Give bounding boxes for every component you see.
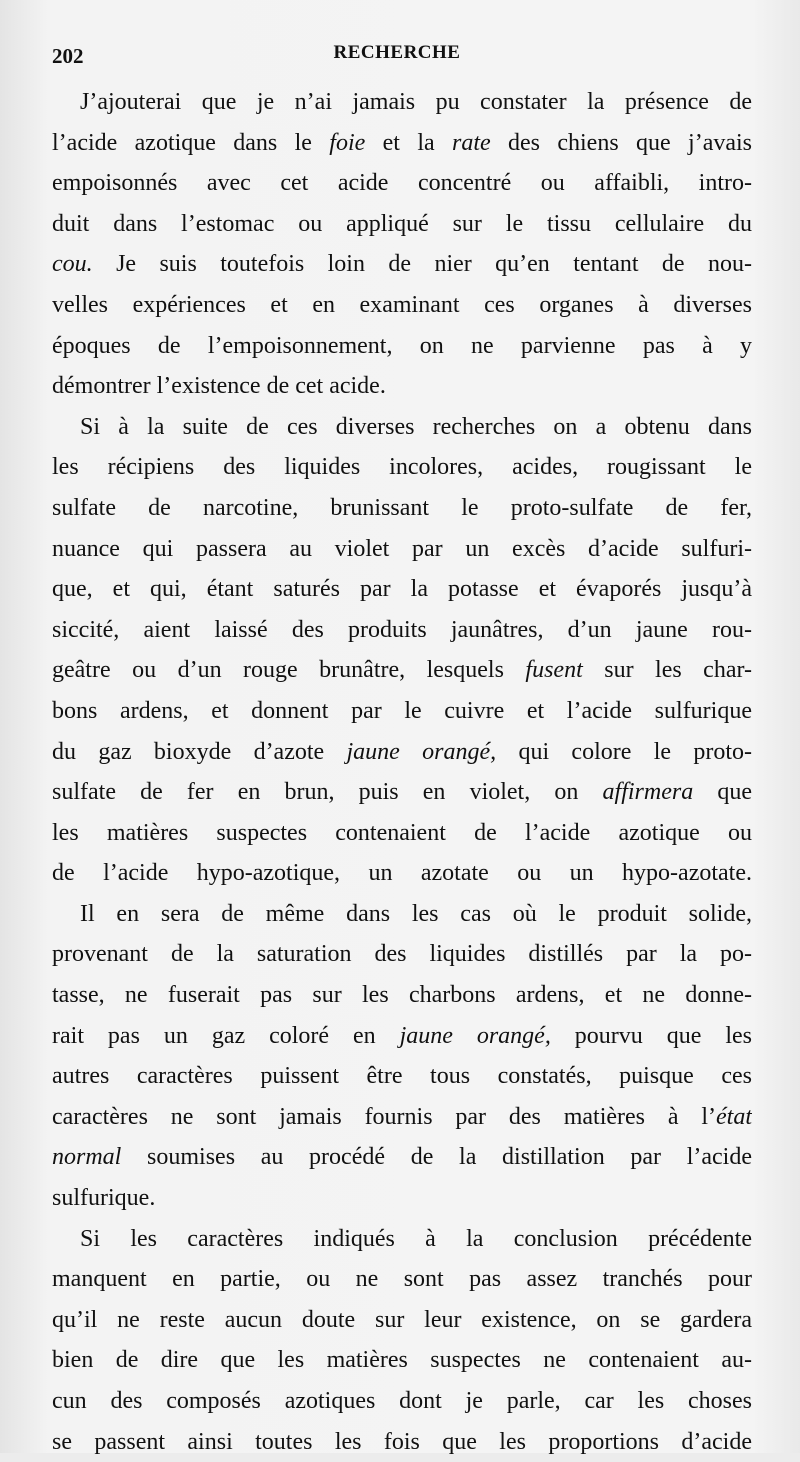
text-run: J’ajouterai que je n’ai jamais pu constater la présence de xyxy=(80,89,752,115)
text-run: et la xyxy=(365,129,452,156)
text-line xyxy=(52,1381,752,1422)
text-run: pourvu que les xyxy=(550,1022,752,1049)
text-run: bien de dire que les matières suspectes ne contenaient au- xyxy=(52,1347,752,1374)
text-run: sulfate de narcotine, brunissant le proto-sulfate de fer, xyxy=(52,494,752,521)
text-run: se passent ainsi toutes les fois que les proportions d’acide xyxy=(52,1428,752,1455)
text-run: geâtre ou d’un rouge brunâtre, lesquels xyxy=(52,657,526,684)
italic-term: état xyxy=(716,1103,752,1130)
text-line xyxy=(52,1422,752,1462)
text-line xyxy=(52,366,752,407)
text-line xyxy=(52,975,752,1016)
text-run: caractères ne sont jamais fournis par des matières à l’ xyxy=(52,1103,716,1130)
text-line xyxy=(52,569,752,610)
text-run: autres caractères puissent être tous constatés, puisque ces xyxy=(52,1063,752,1090)
text-line xyxy=(52,1259,752,1300)
body-text xyxy=(52,82,752,1462)
text-run: époques de l’empoisonnement, on ne parvienne pas à y xyxy=(52,332,752,359)
text-line xyxy=(52,1137,752,1178)
text-line xyxy=(52,244,752,285)
text-line xyxy=(52,163,752,204)
text-run: sulfate de fer en brun, puis en violet, on xyxy=(52,779,603,806)
text-run: de l’acide hypo-azotique, un azotate ou un hypo-azotate. xyxy=(52,860,752,887)
text-run: manquent en partie, ou ne sont pas assez tranchés pour xyxy=(52,1266,752,1293)
italic-term: jaune orangé, xyxy=(346,738,497,765)
text-line xyxy=(52,82,752,123)
text-run: siccité, aient laissé des produits jaunâtres, d’un jaune rou- xyxy=(52,616,752,643)
text-line xyxy=(52,650,752,691)
text-run: Si à la suite de ces diverses recherches on a obtenu dans xyxy=(80,413,752,440)
text-run: des chiens que j’avais xyxy=(490,129,752,156)
text-line xyxy=(52,691,752,732)
text-run: sulfurique. xyxy=(52,1185,156,1212)
text-line xyxy=(52,529,752,570)
italic-term: normal xyxy=(52,1144,122,1171)
text-run: sur les char- xyxy=(582,657,752,684)
text-run: Si les caractères indiqués à la conclusion précédente xyxy=(80,1225,752,1252)
text-run: velles expériences et en examinant ces organes à diverses xyxy=(52,291,752,318)
text-run: bons ardens, et donnent par le cuivre et l’acide sulfurique xyxy=(52,697,752,724)
italic-term: foie xyxy=(329,129,366,156)
text-line xyxy=(52,407,752,448)
text-line xyxy=(52,772,752,813)
italic-term: rate xyxy=(452,129,491,156)
text-run: duit dans l’estomac ou appliqué sur le tissu cellulaire du xyxy=(52,210,752,237)
text-line xyxy=(52,123,752,164)
text-run: que xyxy=(693,779,752,806)
text-line xyxy=(52,1300,752,1341)
text-line xyxy=(52,853,752,894)
text-run: provenant de la saturation des liquides distillés par la po- xyxy=(52,941,752,968)
text-run: qui colore le proto- xyxy=(496,738,752,765)
italic-term: cou. xyxy=(52,251,93,278)
text-run: Il en sera de même dans les cas où le produit solide, xyxy=(80,900,752,927)
text-run: empoisonnés avec cet acide concentré ou affaibli, intro- xyxy=(52,170,752,197)
text-line xyxy=(52,326,752,367)
text-line xyxy=(52,447,752,488)
text-run: l’acide azotique dans le xyxy=(52,129,330,156)
text-run: que, et qui, étant saturés par la potasse et évaporés jusqu’à xyxy=(52,576,752,603)
text-line xyxy=(52,1097,752,1138)
text-line xyxy=(52,894,752,935)
text-line xyxy=(52,204,752,245)
page-number: 202 xyxy=(52,44,84,68)
italic-term: jaune orangé, xyxy=(399,1022,551,1049)
running-head xyxy=(52,40,742,80)
text-line xyxy=(52,1016,752,1057)
text-run: soumises au procédé de la distillation par l’acide xyxy=(121,1144,752,1171)
text-run: Je suis toutefois loin de nier qu’en tentant de nou- xyxy=(92,251,752,278)
text-run: les matières suspectes contenaient de l’acide azotique ou xyxy=(52,819,752,846)
running-title: RECHERCHE xyxy=(333,42,461,63)
text-line xyxy=(52,1056,752,1097)
text-line xyxy=(52,1340,752,1381)
text-line xyxy=(52,732,752,773)
text-line xyxy=(52,934,752,975)
text-line xyxy=(52,1219,752,1260)
text-run: du gaz bioxyde d’azote xyxy=(52,738,347,765)
italic-term: fusent xyxy=(525,657,583,684)
text-line xyxy=(52,813,752,854)
text-run: les récipiens des liquides incolores, acides, rougissant le xyxy=(52,454,752,481)
text-run: cun des composés azotiques dont je parle, car les choses xyxy=(52,1388,752,1414)
text-line xyxy=(52,1178,752,1219)
text-run: tasse, ne fuserait pas sur les charbons ardens, et ne donne- xyxy=(52,982,752,1009)
text-run: qu’il ne reste aucun doute sur leur existence, on se gardera xyxy=(52,1306,752,1333)
text-run: nuance qui passera au violet par un excès d’acide sulfuri- xyxy=(52,535,752,562)
text-line xyxy=(52,285,752,326)
text-run: démontrer l’existence de cet acide. xyxy=(52,373,386,400)
text-line xyxy=(52,610,752,651)
text-run: rait pas un gaz coloré en xyxy=(52,1022,400,1049)
text-line xyxy=(52,488,752,529)
italic-term: affirmera xyxy=(602,779,694,806)
